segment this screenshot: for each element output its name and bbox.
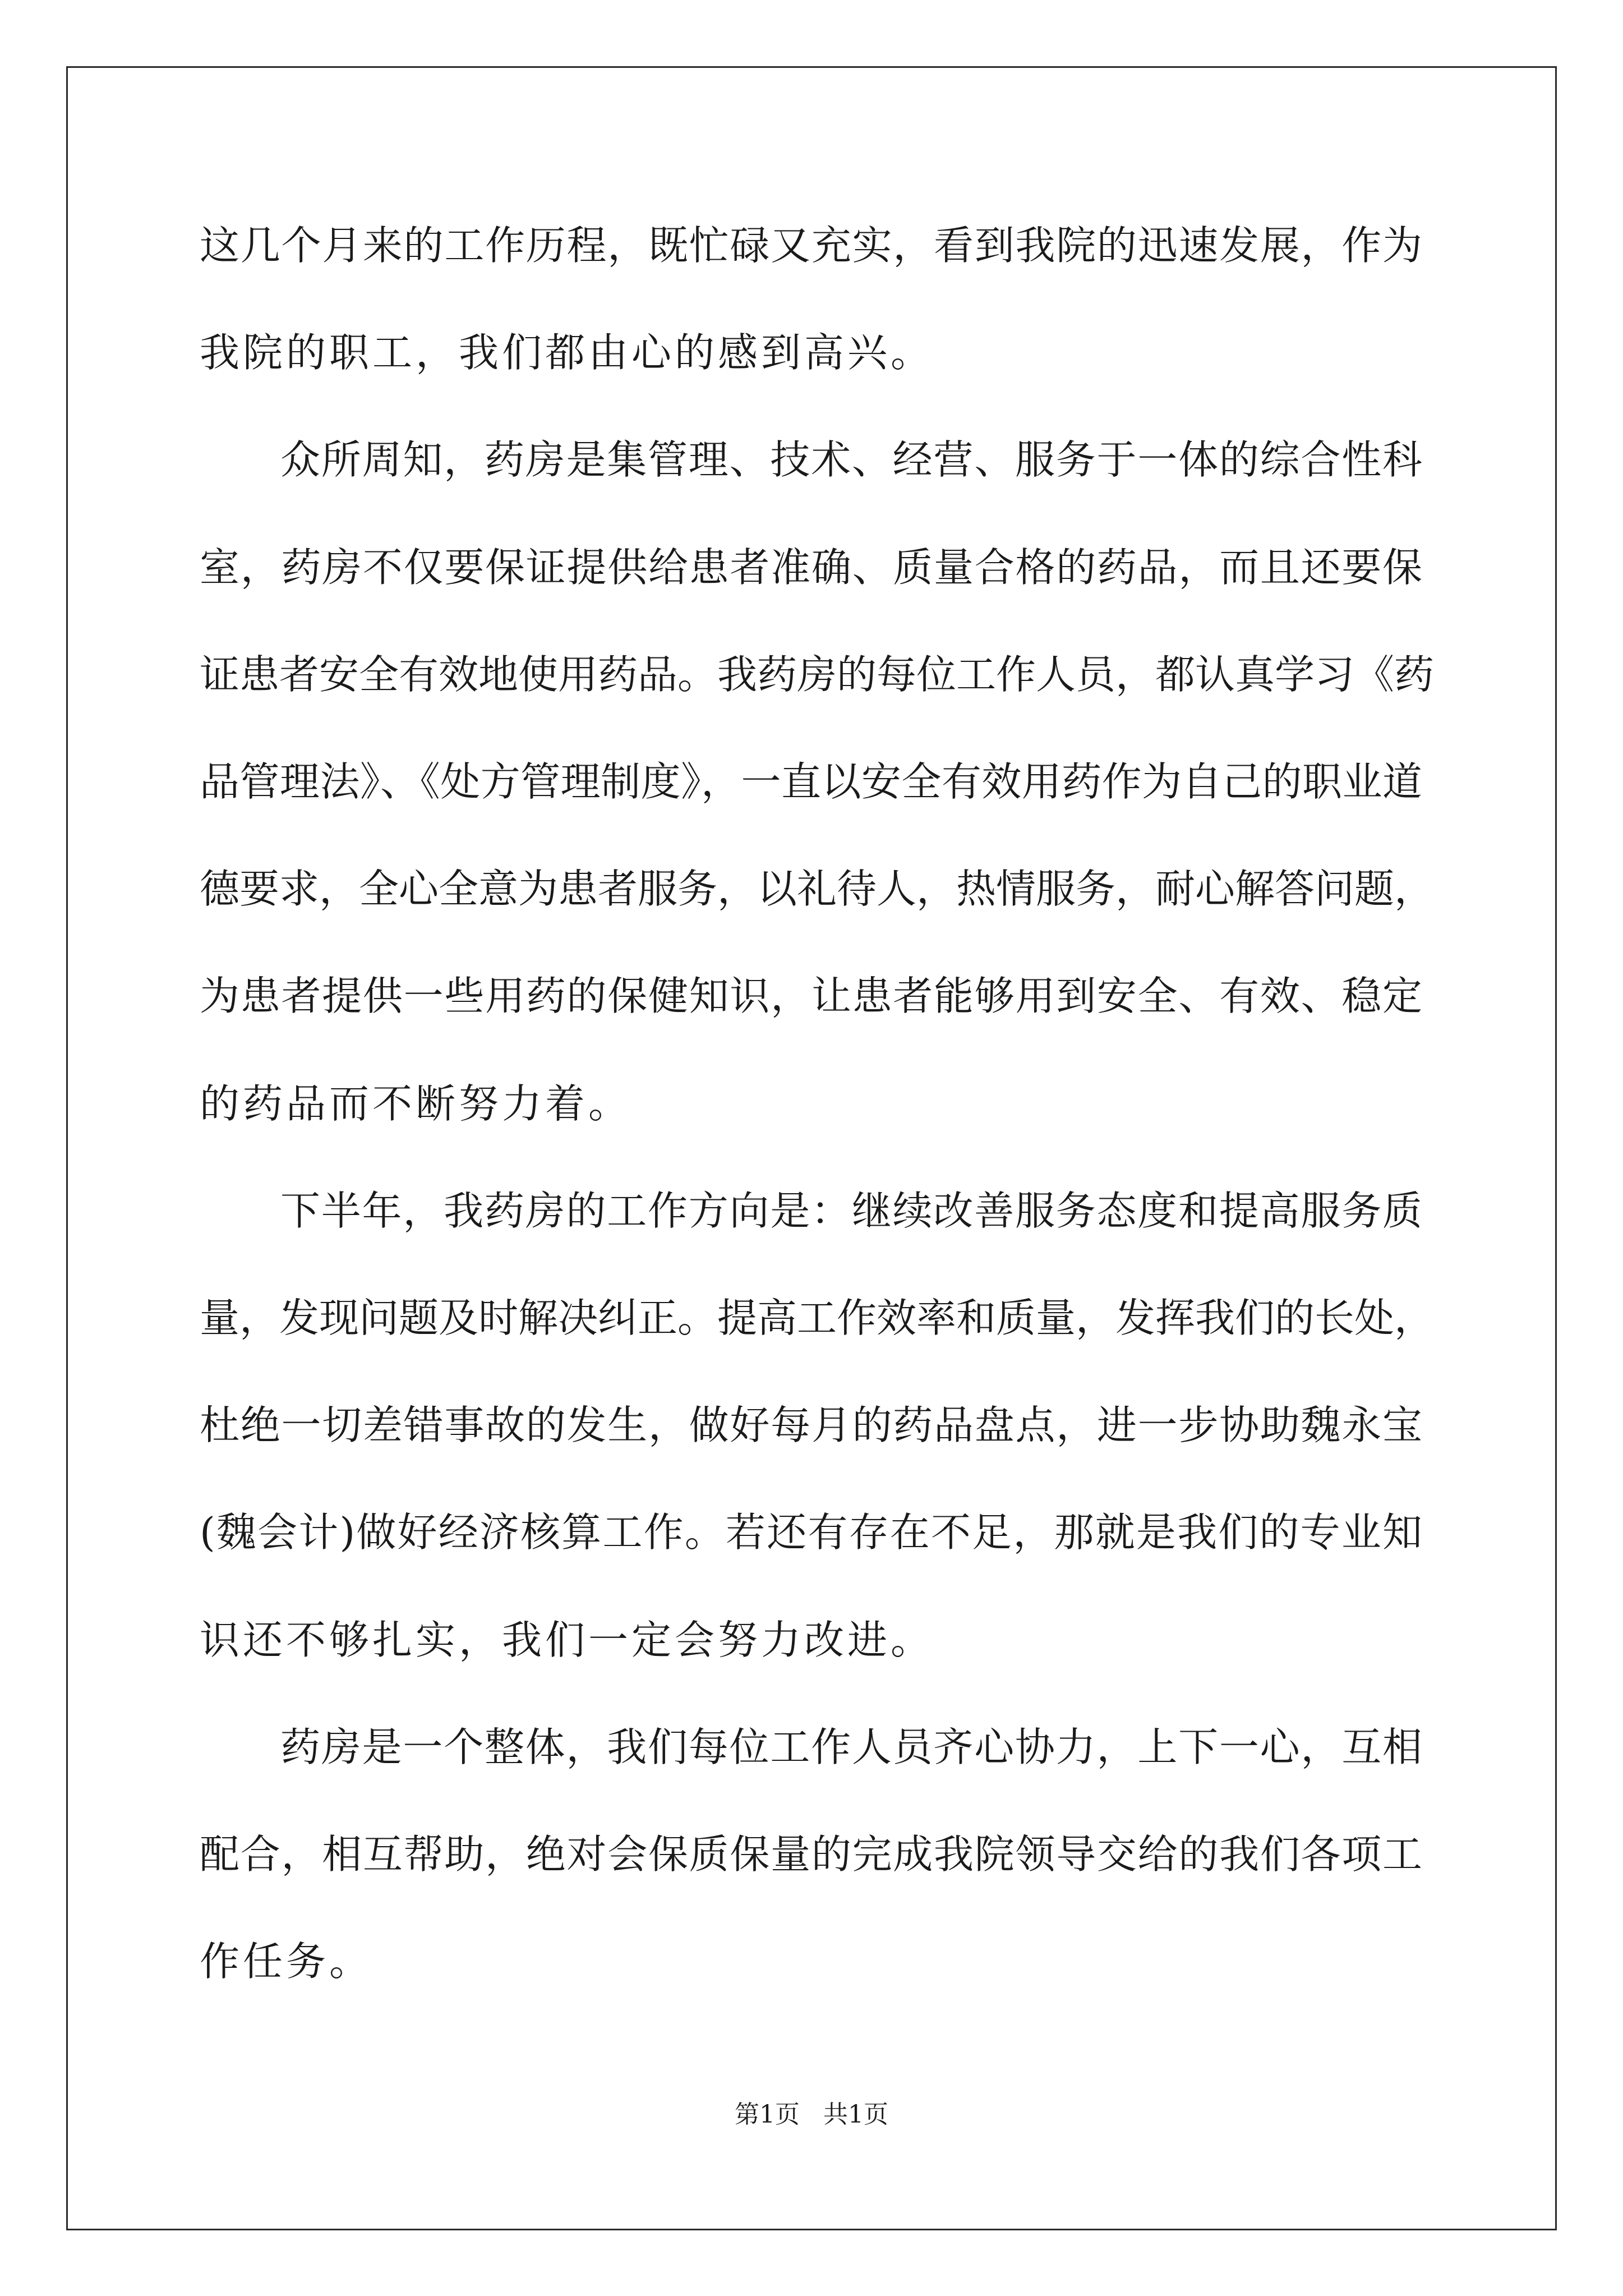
text-line: 药房是一个整体，我们每位工作人员齐心协力，上下一心，互相 [280, 1724, 1422, 1770]
text-line: 为患者提供一些用药的保健知识，让患者能够用到安全、有效、稳定 [200, 973, 1422, 1019]
text-line: 室，药房不仅要保证提供给患者准确、质量合格的药品，而且还要保 [200, 544, 1422, 591]
text-line: 德要求，全心全意为患者服务，以礼待人，热情服务，耐心解答问题， [200, 866, 1435, 912]
text-line: 众所周知，药房是集管理、技术、经营、服务于一体的综合性科 [280, 436, 1422, 483]
text-line: 证患者安全有效地使用药品。我药房的每位工作人员，都认真学习《药 [200, 651, 1435, 698]
text-line: 我院的职工，我们都由心的感到高兴。 [200, 329, 934, 376]
text-line: 这几个月来的工作历程，既忙碌又充实，看到我院的迅速发展，作为 [200, 222, 1422, 269]
text-line: 杜绝一切差错事故的发生，做好每月的药品盘点，进一步协助魏永宝 [200, 1402, 1422, 1448]
text-line: 识还不够扎实，我们一定会努力改进。 [200, 1617, 934, 1663]
text-line: 下半年，我药房的工作方向是：继续改善服务态度和提高服务质 [280, 1188, 1422, 1234]
page-number: 第1页 共1页 [735, 2100, 888, 2129]
text-line: 量，发现问题及时解决纠正。提高工作效率和质量，发挥我们的长处， [200, 1295, 1435, 1341]
text-line: (魏会计)做好经济核算工作。若还有存在不足，那就是我们的专业知 [200, 1509, 1422, 1556]
text-line: 配合，相互帮助，绝对会保质保量的完成我院领导交给的我们各项工 [200, 1831, 1422, 1878]
page-border [66, 66, 1557, 2230]
text-line: 的药品而不断努力着。 [200, 1080, 632, 1127]
text-line: 品管理法》、《处方管理制度》，一直以安全有效用药作为自己的职业道 [200, 758, 1422, 805]
text-line: 作任务。 [200, 1938, 373, 1985]
